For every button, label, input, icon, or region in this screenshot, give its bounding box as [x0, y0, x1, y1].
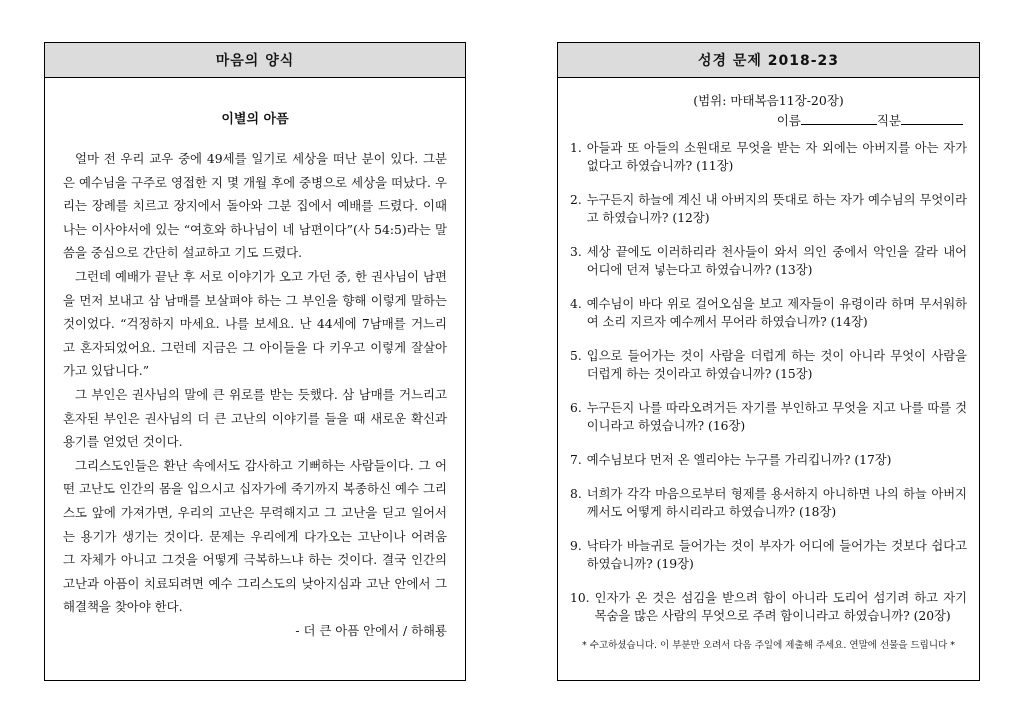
- essay-title: 이별의 아픔: [221, 112, 289, 127]
- question-item: [570, 537, 967, 573]
- question-list: [570, 139, 967, 625]
- question-number: 8.: [570, 487, 582, 501]
- question-item: [570, 191, 967, 227]
- question-number: 5.: [570, 349, 582, 363]
- question-text: 누구든지 나를 따라오려거든 자기를 부인하고 무엇을 지고 나를 따를 것이니라고 하였습니까? (16장): [586, 401, 967, 433]
- question-item: [570, 295, 967, 331]
- question-item: [570, 589, 967, 625]
- question-text: 낙타가 바늘귀로 들어가는 것이 부자가 어디에 들어가는 것보다 쉽다고 하였습니까? (19장): [586, 539, 967, 571]
- question-text: 예수님보다 먼저 온 엘리야는 누구를 가리킵니까? (17장): [586, 453, 892, 467]
- question-number: 3.: [570, 245, 582, 259]
- devotion-panel: [44, 42, 466, 681]
- name-role-row: [558, 111, 963, 129]
- question-number: 1.: [570, 141, 582, 155]
- question-text: 입으로 들어가는 것이 사람을 더럽게 하는 것이 아니라 무엇이 사람을 더럽게 하는 것이라고 하였습니까? (15장): [586, 349, 967, 381]
- question-number: 2.: [570, 193, 582, 207]
- essay-body: [63, 147, 447, 619]
- quiz-range: (범위: 마태복음11장-20장): [693, 93, 844, 108]
- question-text: 인자가 온 것은 섬김을 받으려 함이 아니라 도리어 섬기려 하고 자기 목숨을 많은 사람의 무엇으로 주려 함이니라고 하였습니까? (20장): [594, 591, 967, 623]
- question-number: 6.: [570, 401, 582, 415]
- name-blank[interactable]: [801, 112, 877, 125]
- quiz-header: 성경 문제 2018-23: [558, 43, 979, 78]
- question-item: [570, 347, 967, 383]
- question-item: [570, 485, 967, 521]
- role-blank[interactable]: [901, 112, 963, 125]
- question-text: 누구든지 하늘에 계신 내 아버지의 뜻대로 하는 자가 예수님의 무엇이라고 하였습니까? (12장): [586, 193, 967, 225]
- devotion-header: 마음의 양식: [45, 43, 465, 78]
- quiz-panel: [557, 42, 980, 681]
- question-text: 세상 끝에도 이러하리라 천사들이 와서 의인 중에서 악인을 갈라 내어 어디에 던져 넣는다고 하였습니까? (13장): [586, 245, 967, 277]
- question-number: 10.: [570, 591, 590, 605]
- question-number: 9.: [570, 539, 582, 553]
- question-item: [570, 139, 967, 175]
- question-item: [570, 451, 967, 469]
- essay-signature: - 더 큰 아픔 안에서 / 하해룡: [295, 622, 447, 638]
- essay-paragraph: 얼마 전 우리 교우 중에 49세를 일기로 세상을 떠난 분이 있다. 그분은 예수님을 구주로 영접한 지 몇 개월 후에 중병으로 세상을 떠났다. 우리는 장례를 치르고 장지에서 돌아와 그분 집에서 예배를 드렸다. 이때 나는 이사야서에 있는 “여호와 하나님이 네 남편이다”(사 54:5)라는 말씀을 중심으로 간단히 설교하고 기도 드렸다.: [63, 151, 447, 261]
- question-text: 아들과 또 아들의 소원대로 무엇을 받는 자 외에는 아버지를 아는 자가 없다고 하였습니까? (11장): [586, 141, 967, 173]
- question-item: [570, 399, 967, 435]
- question-item: [570, 243, 967, 279]
- question-number: 7.: [570, 453, 582, 467]
- name-label: 이름: [776, 113, 801, 128]
- question-number: 4.: [570, 297, 582, 311]
- role-label: 직분: [876, 113, 901, 128]
- question-text: 너희가 각각 마음으로부터 형제를 용서하지 아니하면 나의 하늘 아버지께서도 어떻게 하시리라고 하였습니까? (18장): [586, 487, 967, 519]
- quiz-footnote: * 수고하셨습니다. 이 부분만 오려서 다음 주일에 제출해 주세요. 연말에 선물을 드립니다 *: [582, 640, 955, 651]
- question-text: 예수님이 바다 위로 걸어오심을 보고 제자들이 유령이라 하며 무서워하여 소리 지르자 예수께서 무어라 하였습니까? (14장): [586, 297, 967, 329]
- essay-paragraph: 그 부인은 권사님의 말에 큰 위로를 받는 듯했다. 삼 남매를 거느리고 혼자된 부인은 권사님의 더 큰 고난의 이야기를 들을 때 새로운 확신과 용기를 얻었던 것이다.: [63, 386, 447, 450]
- essay-paragraph: 그런데 예배가 끝난 후 서로 이야기가 오고 가던 중, 한 권사님이 남편을 먼저 보내고 삼 남매를 보살펴야 하는 그 부인을 향해 이렇게 말하는 것이었다. “걱정하지 마세요. 나를 보세요. 난 44세에 7남매를 거느리고 혼자되었어요. 그런데 지금은 그 아이들을 다 키우고 이렇게 잘살아가고 있답니다.”: [63, 268, 447, 379]
- essay-paragraph: 그리스도인들은 환난 속에서도 감사하고 기뻐하는 사람들이다. 그 어떤 고난도 인간의 몸을 입으시고 십자가에 죽기까지 복종하신 예수 그리스도 앞에 가져가면, 우리의 고난은 무력해지고 그 고난을 딛고 일어서는 용기가 생기는 것이다. 문제는 우리에게 다가오는 고난이나 어려움 그 자체가 아니고 그것을 어떻게 극복하느냐 하는 것이다. 결국 인간의 고난과 아픔이 치료되려면 예수 그리스도의 낮아지심과 고난 안에서 그 해결책을 찾아야 한다.: [63, 457, 447, 615]
